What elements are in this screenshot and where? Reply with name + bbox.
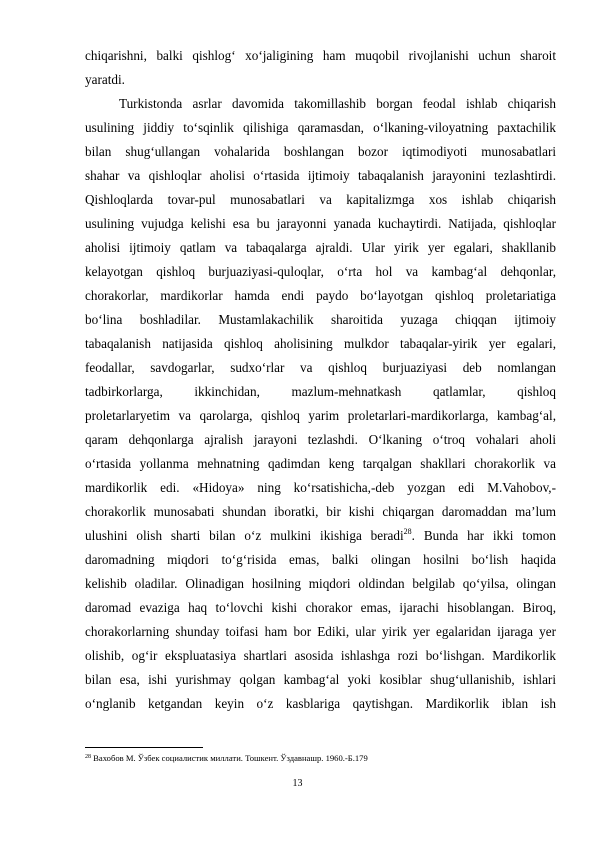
text-line: tabaqalanish natijasida qishloq aholisining mulkdor tabaqalar-yirik yer egalari, [85,336,556,351]
footnote-reference[interactable]: 28 [403,527,412,536]
text-segment: ulushini olish sharti bilan o‘z mulkini ikishiga beradi [85,528,404,543]
text-line: shahar va qishloqlar aholisi o‘rtasida ijtimoiy tabaqalanish jarayonini tezlashtirdi. [85,168,556,183]
text-line: yaratdi. [85,72,125,87]
text-line-with-footnote [85,524,556,548]
text-line: bilan shug‘ullangan vohalarida boshlangan bozor iqtimodiyoti munosabatlari [85,144,556,159]
text-line: Qishloqlarda tovar-pul munosabatlari va kapitalizmga xos ishlab chiqarish [85,192,556,207]
text-line: kelishib oladilar. Olinadigan hosilning miqdori oldindan belgilab qo‘yilsa, olingan [85,576,556,591]
text-line: olishib, og‘ir ekspluatasiya shartlari asosida ishlashga rozi bo‘lishgan. Mardikorlik [85,648,556,663]
text-line: usulining vujudga kelishi esa bu jarayonni yanada kuchaytirdi. Natijada, qishloqlar [85,216,556,231]
text-line: kelayotgan qishloq burjuaziyasi-quloqlar, o‘rta hol va kambag‘al dehqonlar, [85,264,556,279]
footnote-text: Вахобов М. Ўзбек социалистик миллати. Тошкент. Ўздавнашр. 1960.-Б.179 [91,753,368,763]
footnote [85,753,368,764]
text-line: bilan esa, ishi yurishmay qolgan kambag‘al yoki kosiblar shug‘ullanishib, ishlari [85,672,556,687]
text-line: chorakorlik munosabati shundan iboratki, bir kishi chiqargan daromaddan ma’lum [85,504,556,519]
text-line: o‘nglanib ketgandan keyin o‘z kasblariga qaytishgan. Mardikorlik iblan ish [85,696,556,711]
text-line: daromad evaziga haq to‘lovchi kishi chorakor emas, ijarachi hisoblangan. Biroq, [85,600,556,615]
text-line: chorakorlar, mardikorlar hamda endi paydo bo‘layotgan qishloq proletariatiga [85,288,556,303]
text-line: tadbirkorlarga, ikkinchidan, mazlum-mehnatkash qatlamlar, qishloq [85,384,556,399]
page-number: 13 [292,778,303,789]
text-line: aholisi ijtimoiy qatlam va tabaqalarga ajraldi. Ular yirik yer egalari, shakllanib [85,240,556,255]
text-line: chiqarishni, balki qishlog‘ xo‘jaligining ham muqobil rivojlanishi uchun sharoit [85,48,556,63]
text-line: usulining jiddiy to‘sqinlik qilishiga qaramasdan, o‘lkaning-viloyatning paxtachilik [85,120,556,135]
text-line: chorakorlarning shunday toifasi ham bor Ediki, ular yirik yer egalaridan ijaraga yer [85,624,556,639]
text-line: mardikorlik edi. «Hidoya» ning ko‘rsatishicha,-deb yozgan edi M.Vahobov,- [85,480,556,495]
text-segment: . Bunda har ikki tomon [411,528,556,543]
text-line: qaram dehqonlarga ajralish jarayoni tezlashdi. O‘lkaning o‘troq vohalari aholi [85,432,556,447]
text-line: bo‘lina boshladilar. Mustamlakachilik sharoitida yuzaga chiqqan ijtimoiy [85,312,556,327]
footnote-number: 28 [85,754,91,760]
footnote-separator [85,747,203,748]
text-line: daromadning miqdori to‘g‘risida emas, balki olingan hosilni bo‘lish haqida [85,552,556,567]
text-line: proletarlaryetim va qarolarga, qishloq yarim proletarlari-mardikorlarga, kambag‘al, [85,408,556,423]
paragraph-start-line: Turkistonda asrlar davomida takomillashib borgan feodal ishlab chiqarish [119,96,556,111]
text-line: o‘rtasida yollanma mehnatning qadimdan keng tarqalgan shakllari chorakorlik va [85,456,556,471]
body-text [85,44,556,716]
text-line: feodallar, savdogarlar, sudxo‘rlar va qishloq burjuaziyasi deb nomlangan [85,360,556,375]
